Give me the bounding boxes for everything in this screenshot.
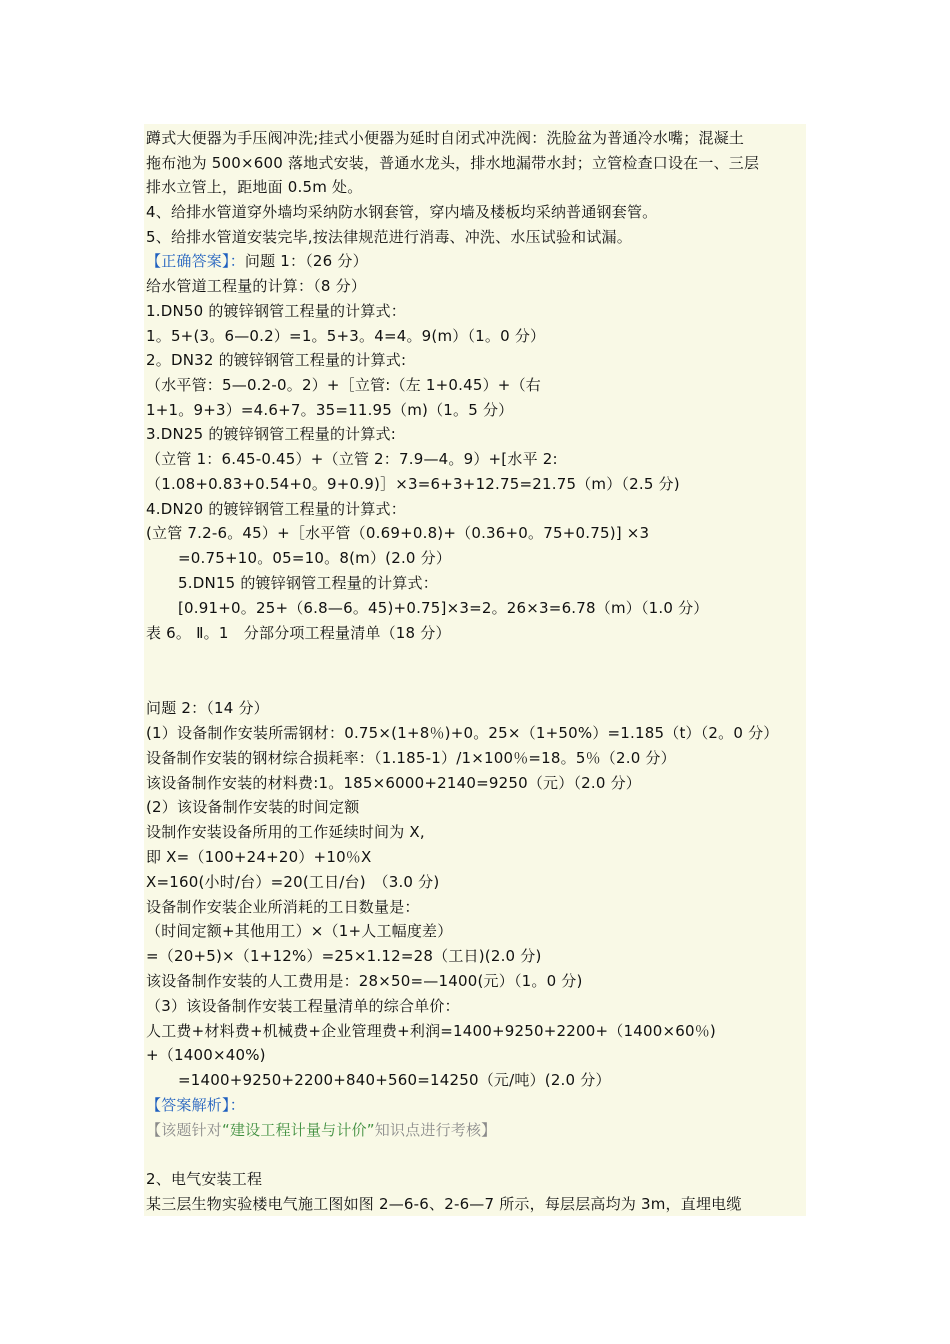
note-suffix: 知识点进行考核】 (374, 1121, 497, 1139)
question-1-heading: 问题 1：（26 分） (244, 252, 368, 270)
text-line: =（20+5)×（1+12%）=25×1.12=28（工日)(2.0 分) (146, 947, 542, 965)
section-heading: 2、电气安装工程 (146, 1170, 263, 1188)
text-line: 4、给排水管道穿外墙均采纳防水钢套管，穿内墙及楼板均采纳普通钢套管。 (146, 203, 658, 221)
text-line: 人工费+材料费+机械费+企业管理费+利润=1400+9250+2200+（1400×60％) (146, 1022, 716, 1040)
text-line: 1.DN50 的镀锌钢管工程量的计算式： (146, 302, 406, 320)
text-line: (1）设备制作安装所需钢材：0.75×(1+8％)+0。25×（1+50%）=1.185（t）（2。0 分） (146, 724, 779, 742)
text-line: 排水立管上，距地面 0.5m 处。 (146, 178, 363, 196)
text-line: 1+1。9+3）=4.6+7。35=11.95（m)（1。5 分） (146, 401, 514, 419)
text-line: 3.DN25 的镀锌钢管工程量的计算式: (146, 425, 396, 443)
text-line: [0.91+0。25+（6.8—6。45)+0.75]×3=2。26×3=6.78（m）（1.0 分） (178, 599, 709, 617)
text-line: 4.DN20 的镀锌钢管工程量的计算式： (146, 500, 406, 518)
text-line: 设备制作安装的钢材综合损耗率：（1.185-1）/1×100％=18。5％（2.0 分） (146, 749, 676, 767)
text-line: (2）该设备制作安装的时间定额 (146, 798, 360, 816)
text-line: 5.DN15 的镀锌钢管工程量的计算式： (178, 574, 438, 592)
text-line: =0.75+10。05=10。8(m）(2.0 分） (178, 549, 452, 567)
text-line: 蹲式大便器为手压阀冲洗;挂式小便器为延时自闭式冲洗阀：洗脸盆为普通冷水嘴；混凝土 (146, 129, 745, 147)
text-line: 2。DN32 的镀锌钢管工程量的计算式: (146, 351, 407, 369)
text-line: 1。5+(3。6—0.2）=1。5+3。4=4。9(m）（1。0 分） (146, 327, 546, 345)
text-line: 该设备制作安装的材料费:1。185×6000+2140=9250（元）（2.0 分） (146, 774, 641, 792)
answer-analysis-label: 【答案解析】： (146, 1096, 245, 1114)
knowledge-point-link[interactable]: “建设工程计量与计价” (222, 1121, 375, 1139)
text-line: (立管 7.2-6。45）+［水平管（0.69+0.8)+（0.36+0。75+0.75)] ×3 (146, 524, 650, 542)
text-line: （3）该设备制作安装工程量清单的综合单价： (146, 997, 460, 1015)
text-line: （1.08+0.83+0.54+0。9+0.9)］×3=6+3+12.75=21.75（m）（2.5 分) (146, 475, 680, 493)
text-line: 5、给排水管道安装完毕,按法律规范进行消毒、冲洗、水压试验和试漏。 (146, 228, 632, 246)
text-line: 该设备制作安装的人工费用是：28×50=—1400(元）（1。0 分) (146, 972, 583, 990)
table-caption: 表 6。 Ⅱ。1 分部分项工程量清单（18 分） (146, 624, 451, 642)
text-line: 拖布池为 500×600 落地式安装，普通水龙头，排水地漏带水封；立管检查口设在一、三层 (146, 154, 760, 172)
text-line: （立管 1：6.45-0.45）+（立管 2：7.9—4。9）+[水平 2: (146, 450, 558, 468)
text-line: =1400+9250+2200+840+560=14250（元/吨）(2.0 分） (178, 1071, 611, 1089)
knowledge-point-note (146, 1118, 496, 1143)
correct-answer-label: 【正确答案】： (146, 252, 245, 270)
note-prefix: 【该题针对 (146, 1121, 223, 1139)
text-line: 即 X=（100+24+20）+10％X (146, 848, 372, 866)
text-line: 给水管道工程量的计算：（8 分） (146, 277, 367, 295)
text-line: （水平管：5—0.2-0。2）+［立管:（左 1+0.45）+（右 (146, 376, 541, 394)
question-2-heading: 问题 2：（14 分） (146, 699, 269, 717)
text-line: （时间定额+其他用工）×（1+人工幅度差） (146, 922, 453, 940)
text-line: 设备制作安装企业所消耗的工日数量是： (146, 898, 420, 916)
text-line: +（1400×40%) (146, 1046, 266, 1064)
answer-line (146, 249, 368, 274)
text-line: X=160(小时/台）=20(工日/台) （3.0 分) (146, 873, 440, 891)
text-line: 设制作安装设备所用的工作延续时间为 X, (146, 823, 425, 841)
text-line: 某三层生物实验楼电气施工图如图 2—6-6、2-6—7 所示，每层层高均为 3m，直埋电缆 (146, 1195, 742, 1213)
